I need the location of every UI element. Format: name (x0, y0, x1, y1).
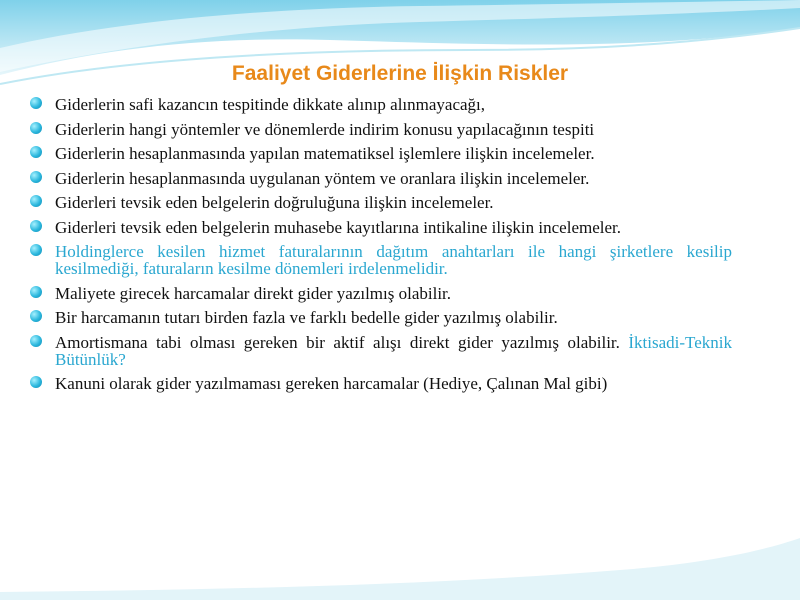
bullet-item (30, 334, 732, 368)
bullet-item (30, 285, 732, 302)
bullet-text: Holdinglerce kesilen hizmet faturalarının dağıtım anahtarları ile hangi şirketlere kesilip kesilmediği, faturaların kesilme dönemleri irdelenmelidir. (55, 242, 732, 278)
bullet-text: Maliyete girecek harcamalar direkt gider yazılmış olabilir. (55, 283, 452, 303)
bullet-text: Giderleri tevsik eden belgelerin doğruluğuna ilişkin incelemeler. (55, 193, 494, 212)
bullet-list (30, 96, 732, 400)
bullet-circle-icon (30, 286, 42, 298)
bullet-item (30, 145, 732, 162)
bullet-circle-icon (30, 335, 42, 347)
bullet-item (30, 121, 732, 138)
bullet-circle-icon (30, 146, 42, 158)
bullet-circle-icon (30, 171, 42, 183)
bullet-circle-icon (30, 220, 42, 232)
bottom-wave-decoration (0, 530, 800, 600)
bullet-text: Bir harcamanın tutarı birden fazla ve farklı bedelle gider yazılmış olabilir. (55, 308, 558, 327)
bullet-text: Giderlerin hesaplanmasında yapılan matematiksel işlemlere ilişkin incelemeler. (55, 144, 595, 163)
header-wave-decoration (0, 0, 800, 110)
bullet-accent-text: İktisadi-Teknik Bütünlük? (55, 332, 732, 369)
bullet-circle-icon (30, 97, 42, 109)
bullet-circle-icon (30, 122, 42, 134)
bullet-text: Giderlerin hangi yöntemler ve dönemlerde indirim konusu yapılacağının tespiti (55, 119, 595, 139)
bullet-item (30, 309, 732, 326)
bullet-item (30, 194, 732, 211)
bullet-item (30, 170, 732, 187)
bullet-text: Giderlerin hesaplanmasında uygulanan yöntem ve oranlara ilişkin incelemeler. (55, 168, 590, 188)
bullet-item (30, 375, 732, 392)
bullet-text: Giderlerin safi kazancın tespitinde dikkate alınıp alınmayacağı, (55, 95, 486, 114)
bullet-circle-icon (30, 195, 42, 207)
slide-title: Faaliyet Giderlerine İlişkin Riskler (231, 62, 569, 85)
bullet-text: Amortismana tabi olması gereken bir aktif alışı direkt gider yazılmış olabilir. (55, 332, 620, 352)
bullet-text: Kanuni olarak gider yazılmaması gereken harcamalar (Hediye, Çalınan Mal gibi) (55, 374, 608, 393)
bullet-text: Giderleri tevsik eden belgelerin muhasebe kayıtlarına intikaline ilişkin incelemeler. (55, 217, 621, 237)
bullet-circle-icon (30, 244, 42, 256)
bullet-circle-icon (30, 310, 42, 322)
bullet-circle-icon (30, 376, 42, 388)
bullet-item (30, 96, 732, 113)
bullet-item (30, 219, 732, 236)
bullet-item-highlighted (30, 243, 732, 277)
